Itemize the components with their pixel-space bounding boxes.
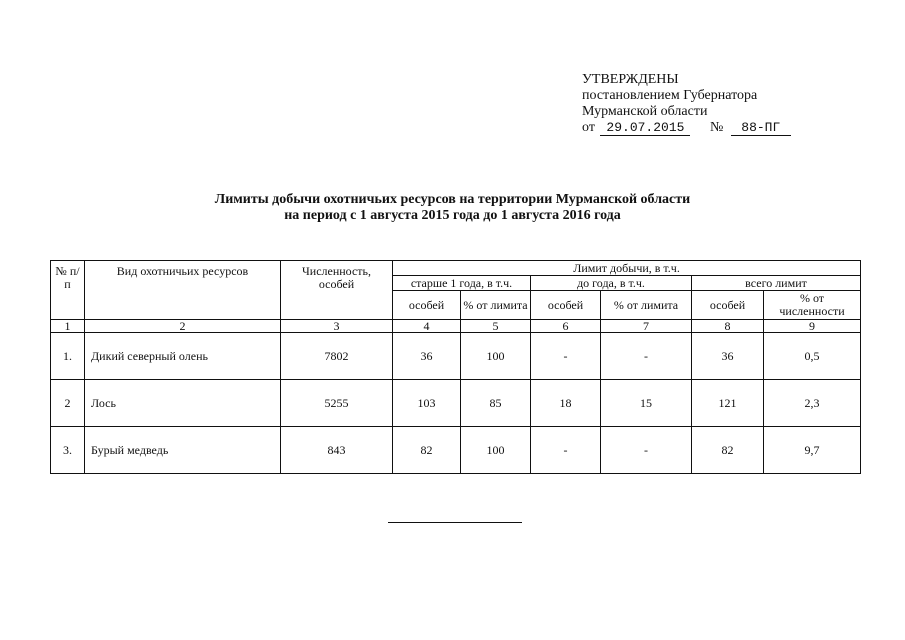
table-row — [51, 333, 861, 380]
row-total-pct: 0,5 — [764, 333, 861, 380]
row-species: Дикий северный олень — [85, 333, 281, 380]
row-over-pct: 100 — [461, 427, 531, 474]
row-total-count: 36 — [692, 333, 764, 380]
approval-date: 29.07.2015 — [600, 121, 690, 136]
header-under-individuals: особей — [531, 291, 601, 320]
row-total-count: 121 — [692, 380, 764, 427]
from-label: от — [582, 120, 595, 135]
header-num: № п/п — [51, 261, 85, 320]
header-over-individuals: особей — [393, 291, 461, 320]
row-population: 7802 — [281, 333, 393, 380]
col-number: 7 — [601, 320, 692, 333]
approval-number: 88-ПГ — [731, 121, 791, 136]
col-number: 3 — [281, 320, 393, 333]
header-total-pct-population: % от численности — [764, 291, 861, 320]
header-limit: Лимит добычи, в т.ч. — [393, 261, 861, 276]
row-under-count: 18 — [531, 380, 601, 427]
header-over-pct-limit: % от лимита — [461, 291, 531, 320]
table-row — [51, 427, 861, 474]
row-population: 5255 — [281, 380, 393, 427]
title-line-2: на период с 1 августа 2015 года до 1 августа 2016 года — [284, 208, 621, 223]
row-num: 3. — [51, 427, 85, 474]
row-total-pct: 2,3 — [764, 380, 861, 427]
column-number-row — [51, 320, 861, 333]
row-num: 2 — [51, 380, 85, 427]
number-label: № — [709, 120, 724, 135]
col-number: 5 — [461, 320, 531, 333]
header-under-1-year: до года, в т.ч. — [531, 276, 692, 291]
row-under-pct: - — [601, 333, 692, 380]
col-number: 9 — [764, 320, 861, 333]
limits-table — [50, 260, 861, 474]
row-over-pct: 100 — [461, 333, 531, 380]
approval-date-number-line — [582, 120, 791, 136]
row-total-count: 82 — [692, 427, 764, 474]
header-total-limit: всего лимит — [692, 276, 861, 291]
approved-by-line: постановлением Губернатора — [582, 88, 758, 103]
row-under-pct: - — [601, 427, 692, 474]
row-species: Бурый медведь — [85, 427, 281, 474]
row-over-count: 103 — [393, 380, 461, 427]
row-over-count: 36 — [393, 333, 461, 380]
header-population: Численность, особей — [281, 261, 393, 320]
title-line-1: Лимиты добычи охотничьих ресурсов на территории Мурманской области — [214, 192, 691, 207]
col-number: 6 — [531, 320, 601, 333]
row-under-pct: 15 — [601, 380, 692, 427]
row-over-count: 82 — [393, 427, 461, 474]
col-number: 2 — [85, 320, 281, 333]
closing-divider — [388, 522, 522, 523]
approval-stamp — [582, 72, 791, 136]
col-number: 1 — [51, 320, 85, 333]
row-species: Лось — [85, 380, 281, 427]
row-population: 843 — [281, 427, 393, 474]
header-species: Вид охотничьих ресурсов — [85, 261, 281, 320]
row-under-count: - — [531, 333, 601, 380]
document-title — [0, 192, 905, 224]
approved-region-line: Мурманской области — [582, 104, 708, 119]
row-num: 1. — [51, 333, 85, 380]
row-over-pct: 85 — [461, 380, 531, 427]
header-total-individuals: особей — [692, 291, 764, 320]
table-row — [51, 380, 861, 427]
row-total-pct: 9,7 — [764, 427, 861, 474]
row-under-count: - — [531, 427, 601, 474]
header-under-pct-limit: % от лимита — [601, 291, 692, 320]
col-number: 4 — [393, 320, 461, 333]
header-over-1-year: старше 1 года, в т.ч. — [393, 276, 531, 291]
approved-label: УТВЕРЖДЕНЫ — [582, 72, 679, 87]
col-number: 8 — [692, 320, 764, 333]
